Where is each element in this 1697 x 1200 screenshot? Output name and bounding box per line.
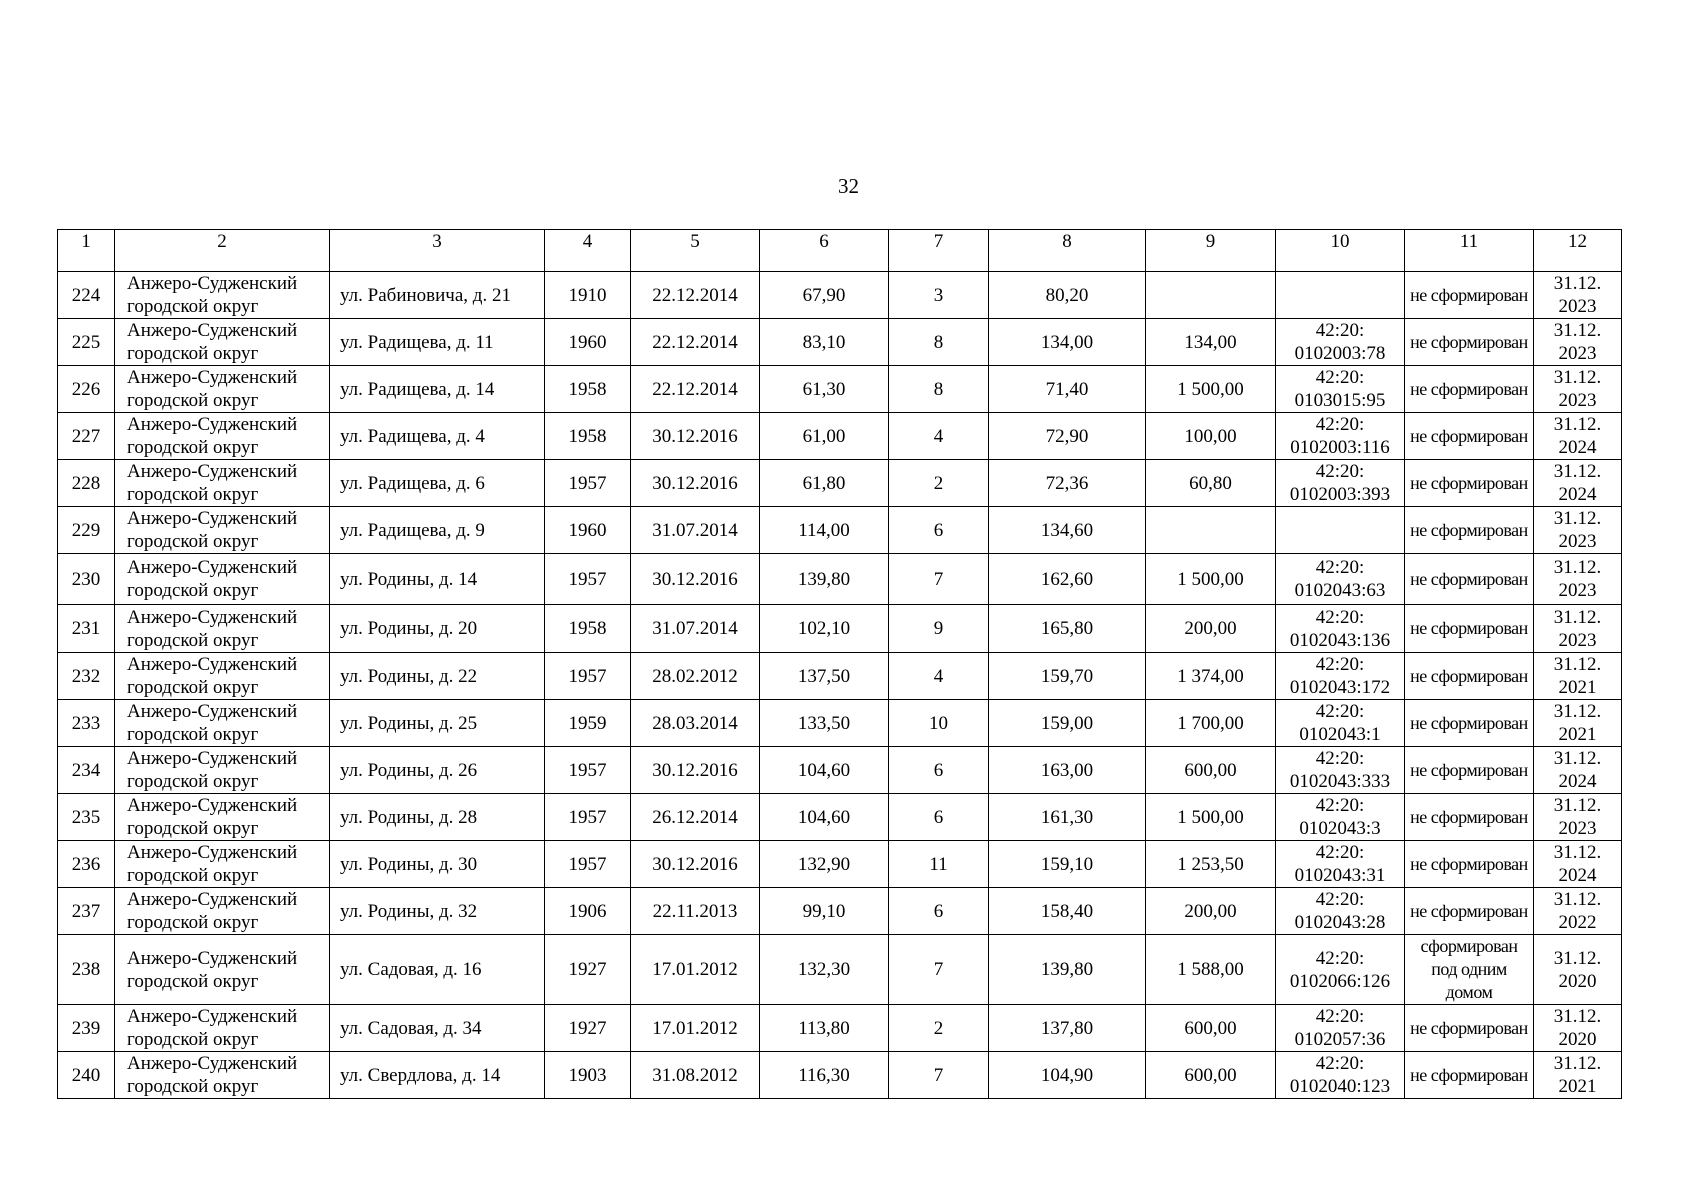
year-cell: 1927 bbox=[545, 935, 631, 1005]
total-area-cell: 165,80 bbox=[989, 605, 1146, 653]
municipality-cell: Анжеро-Судженский городской округ bbox=[115, 554, 330, 605]
cadastral-number-cell: 42:20: 0103015:95 bbox=[1276, 366, 1405, 413]
land-status-cell: не сформирован bbox=[1405, 507, 1534, 554]
cadastral-number-cell: 42:20: 0102040:123 bbox=[1276, 1052, 1405, 1099]
total-area-cell: 159,10 bbox=[989, 841, 1146, 888]
municipality-cell: Анжеро-Судженский городской округ bbox=[115, 700, 330, 747]
cadastral-number-cell bbox=[1276, 507, 1405, 554]
cadastral-number-cell bbox=[1276, 272, 1405, 319]
total-area-cell: 137,80 bbox=[989, 1005, 1146, 1052]
address-cell: ул. Радищева, д. 11 bbox=[330, 319, 545, 366]
land-area-cell bbox=[1146, 272, 1276, 319]
municipality-cell: Анжеро-Судженский городской округ bbox=[115, 747, 330, 794]
column-header-7: 7 bbox=[889, 230, 989, 272]
area-cell: 113,80 bbox=[760, 1005, 889, 1052]
registry-table bbox=[57, 229, 1622, 1099]
total-area-cell: 159,70 bbox=[989, 653, 1146, 700]
column-header-9: 9 bbox=[1146, 230, 1276, 272]
deadline-cell: 31.12. 2024 bbox=[1534, 841, 1622, 888]
land-area-cell: 60,80 bbox=[1146, 460, 1276, 507]
cadastral-number-cell: 42:20: 0102003:116 bbox=[1276, 413, 1405, 460]
land-area-cell: 1 588,00 bbox=[1146, 935, 1276, 1005]
date-cell: 30.12.2016 bbox=[631, 841, 760, 888]
area-cell: 132,30 bbox=[760, 935, 889, 1005]
row-number: 224 bbox=[58, 272, 115, 319]
date-cell: 22.11.2013 bbox=[631, 888, 760, 935]
land-area-cell: 600,00 bbox=[1146, 747, 1276, 794]
table-row bbox=[58, 700, 1622, 747]
row-number: 237 bbox=[58, 888, 115, 935]
cadastral-number-cell: 42:20: 0102043:28 bbox=[1276, 888, 1405, 935]
deadline-cell: 31.12. 2023 bbox=[1534, 272, 1622, 319]
year-cell: 1957 bbox=[545, 841, 631, 888]
cadastral-number-cell: 42:20: 0102043:31 bbox=[1276, 841, 1405, 888]
column-header-3: 3 bbox=[330, 230, 545, 272]
land-status-cell: не сформирован bbox=[1405, 366, 1534, 413]
municipality-cell: Анжеро-Судженский городской округ bbox=[115, 319, 330, 366]
area-cell: 137,50 bbox=[760, 653, 889, 700]
table-row bbox=[58, 554, 1622, 605]
cadastral-number-cell: 42:20: 0102003:78 bbox=[1276, 319, 1405, 366]
cadastral-number-cell: 42:20: 0102043:63 bbox=[1276, 554, 1405, 605]
table-row bbox=[58, 794, 1622, 841]
cadastral-number-cell: 42:20: 0102043:333 bbox=[1276, 747, 1405, 794]
date-cell: 30.12.2016 bbox=[631, 413, 760, 460]
residents-cell: 6 bbox=[889, 507, 989, 554]
residents-cell: 6 bbox=[889, 794, 989, 841]
total-area-cell: 72,90 bbox=[989, 413, 1146, 460]
date-cell: 30.12.2016 bbox=[631, 747, 760, 794]
area-cell: 104,60 bbox=[760, 794, 889, 841]
land-area-cell bbox=[1146, 507, 1276, 554]
table-header bbox=[58, 230, 1622, 272]
year-cell: 1957 bbox=[545, 554, 631, 605]
cadastral-number-cell: 42:20: 0102003:393 bbox=[1276, 460, 1405, 507]
municipality-cell: Анжеро-Судженский городской округ bbox=[115, 1052, 330, 1099]
date-cell: 22.12.2014 bbox=[631, 272, 760, 319]
deadline-cell: 31.12. 2020 bbox=[1534, 1005, 1622, 1052]
address-cell: ул. Радищева, д. 6 bbox=[330, 460, 545, 507]
row-number: 233 bbox=[58, 700, 115, 747]
land-area-cell: 600,00 bbox=[1146, 1052, 1276, 1099]
column-header-1: 1 bbox=[58, 230, 115, 272]
year-cell: 1958 bbox=[545, 605, 631, 653]
deadline-cell: 31.12. 2023 bbox=[1534, 507, 1622, 554]
total-area-cell: 134,00 bbox=[989, 319, 1146, 366]
table-body bbox=[58, 272, 1622, 1099]
address-cell: ул. Родины, д. 14 bbox=[330, 554, 545, 605]
land-status-cell: не сформирован bbox=[1405, 841, 1534, 888]
residents-cell: 6 bbox=[889, 888, 989, 935]
address-cell: ул. Родины, д. 20 bbox=[330, 605, 545, 653]
row-number: 232 bbox=[58, 653, 115, 700]
column-header-8: 8 bbox=[989, 230, 1146, 272]
land-status-cell: не сформирован bbox=[1405, 413, 1534, 460]
area-cell: 114,00 bbox=[760, 507, 889, 554]
land-area-cell: 134,00 bbox=[1146, 319, 1276, 366]
deadline-cell: 31.12. 2021 bbox=[1534, 653, 1622, 700]
municipality-cell: Анжеро-Судженский городской округ bbox=[115, 460, 330, 507]
table-row bbox=[58, 272, 1622, 319]
municipality-cell: Анжеро-Судженский городской округ bbox=[115, 1005, 330, 1052]
area-cell: 133,50 bbox=[760, 700, 889, 747]
land-status-cell: не сформирован bbox=[1405, 460, 1534, 507]
residents-cell: 4 bbox=[889, 413, 989, 460]
row-number: 239 bbox=[58, 1005, 115, 1052]
area-cell: 139,80 bbox=[760, 554, 889, 605]
residents-cell: 10 bbox=[889, 700, 989, 747]
row-number: 228 bbox=[58, 460, 115, 507]
residents-cell: 8 bbox=[889, 366, 989, 413]
cadastral-number-cell: 42:20: 0102043:136 bbox=[1276, 605, 1405, 653]
address-cell: ул. Родины, д. 26 bbox=[330, 747, 545, 794]
deadline-cell: 31.12. 2023 bbox=[1534, 605, 1622, 653]
date-cell: 17.01.2012 bbox=[631, 1005, 760, 1052]
year-cell: 1959 bbox=[545, 700, 631, 747]
residents-cell: 4 bbox=[889, 653, 989, 700]
row-number: 231 bbox=[58, 605, 115, 653]
table-row bbox=[58, 319, 1622, 366]
column-header-10: 10 bbox=[1276, 230, 1405, 272]
land-status-cell: сформирован под одним домом bbox=[1405, 935, 1534, 1005]
total-area-cell: 134,60 bbox=[989, 507, 1146, 554]
date-cell: 31.07.2014 bbox=[631, 507, 760, 554]
total-area-cell: 139,80 bbox=[989, 935, 1146, 1005]
page-number: 32 bbox=[838, 174, 859, 198]
land-area-cell: 1 500,00 bbox=[1146, 554, 1276, 605]
year-cell: 1910 bbox=[545, 272, 631, 319]
land-area-cell: 600,00 bbox=[1146, 1005, 1276, 1052]
row-number: 225 bbox=[58, 319, 115, 366]
land-status-cell: не сформирован bbox=[1405, 319, 1534, 366]
land-status-cell: не сформирован bbox=[1405, 747, 1534, 794]
table-row bbox=[58, 605, 1622, 653]
land-area-cell: 1 500,00 bbox=[1146, 366, 1276, 413]
residents-cell: 2 bbox=[889, 1005, 989, 1052]
address-cell: ул. Свердлова, д. 14 bbox=[330, 1052, 545, 1099]
year-cell: 1957 bbox=[545, 460, 631, 507]
total-area-cell: 158,40 bbox=[989, 888, 1146, 935]
address-cell: ул. Радищева, д. 9 bbox=[330, 507, 545, 554]
date-cell: 26.12.2014 bbox=[631, 794, 760, 841]
land-status-cell: не сформирован bbox=[1405, 1005, 1534, 1052]
date-cell: 22.12.2014 bbox=[631, 366, 760, 413]
date-cell: 28.02.2012 bbox=[631, 653, 760, 700]
address-cell: ул. Радищева, д. 4 bbox=[330, 413, 545, 460]
residents-cell: 9 bbox=[889, 605, 989, 653]
table-row bbox=[58, 460, 1622, 507]
year-cell: 1957 bbox=[545, 747, 631, 794]
deadline-cell: 31.12. 2024 bbox=[1534, 460, 1622, 507]
land-area-cell: 1 500,00 bbox=[1146, 794, 1276, 841]
area-cell: 104,60 bbox=[760, 747, 889, 794]
address-cell: ул. Родины, д. 25 bbox=[330, 700, 545, 747]
year-cell: 1960 bbox=[545, 319, 631, 366]
land-status-cell: не сформирован bbox=[1405, 605, 1534, 653]
column-header-11: 11 bbox=[1405, 230, 1534, 272]
land-area-cell: 1 374,00 bbox=[1146, 653, 1276, 700]
date-cell: 30.12.2016 bbox=[631, 460, 760, 507]
total-area-cell: 161,30 bbox=[989, 794, 1146, 841]
address-cell: ул. Рабиновича, д. 21 bbox=[330, 272, 545, 319]
row-number: 236 bbox=[58, 841, 115, 888]
address-cell: ул. Садовая, д. 34 bbox=[330, 1005, 545, 1052]
deadline-cell: 31.12. 2021 bbox=[1534, 700, 1622, 747]
land-area-cell: 200,00 bbox=[1146, 605, 1276, 653]
land-area-cell: 100,00 bbox=[1146, 413, 1276, 460]
year-cell: 1957 bbox=[545, 653, 631, 700]
municipality-cell: Анжеро-Судженский городской округ bbox=[115, 794, 330, 841]
deadline-cell: 31.12. 2022 bbox=[1534, 888, 1622, 935]
date-cell: 22.12.2014 bbox=[631, 319, 760, 366]
row-number: 238 bbox=[58, 935, 115, 1005]
address-cell: ул. Родины, д. 28 bbox=[330, 794, 545, 841]
year-cell: 1906 bbox=[545, 888, 631, 935]
cadastral-number-cell: 42:20: 0102043:172 bbox=[1276, 653, 1405, 700]
row-number: 226 bbox=[58, 366, 115, 413]
address-cell: ул. Родины, д. 32 bbox=[330, 888, 545, 935]
address-cell: ул. Родины, д. 30 bbox=[330, 841, 545, 888]
municipality-cell: Анжеро-Судженский городской округ bbox=[115, 272, 330, 319]
address-cell: ул. Родины, д. 22 bbox=[330, 653, 545, 700]
column-header-5: 5 bbox=[631, 230, 760, 272]
residents-cell: 7 bbox=[889, 1052, 989, 1099]
year-cell: 1958 bbox=[545, 413, 631, 460]
residents-cell: 7 bbox=[889, 935, 989, 1005]
cadastral-number-cell: 42:20: 0102066:126 bbox=[1276, 935, 1405, 1005]
row-number: 230 bbox=[58, 554, 115, 605]
cadastral-number-cell: 42:20: 0102043:1 bbox=[1276, 700, 1405, 747]
address-cell: ул. Радищева, д. 14 bbox=[330, 366, 545, 413]
municipality-cell: Анжеро-Судженский городской округ bbox=[115, 841, 330, 888]
total-area-cell: 72,36 bbox=[989, 460, 1146, 507]
year-cell: 1957 bbox=[545, 794, 631, 841]
land-status-cell: не сформирован bbox=[1405, 794, 1534, 841]
cadastral-number-cell: 42:20: 0102057:36 bbox=[1276, 1005, 1405, 1052]
land-area-cell: 200,00 bbox=[1146, 888, 1276, 935]
municipality-cell: Анжеро-Судженский городской округ bbox=[115, 413, 330, 460]
deadline-cell: 31.12. 2021 bbox=[1534, 1052, 1622, 1099]
deadline-cell: 31.12. 2023 bbox=[1534, 319, 1622, 366]
total-area-cell: 162,60 bbox=[989, 554, 1146, 605]
header-row bbox=[58, 230, 1622, 272]
residents-cell: 8 bbox=[889, 319, 989, 366]
row-number: 227 bbox=[58, 413, 115, 460]
table-row bbox=[58, 653, 1622, 700]
area-cell: 83,10 bbox=[760, 319, 889, 366]
municipality-cell: Анжеро-Судженский городской округ bbox=[115, 653, 330, 700]
area-cell: 67,90 bbox=[760, 272, 889, 319]
year-cell: 1960 bbox=[545, 507, 631, 554]
municipality-cell: Анжеро-Судженский городской округ bbox=[115, 366, 330, 413]
column-header-6: 6 bbox=[760, 230, 889, 272]
land-status-cell: не сформирован bbox=[1405, 1052, 1534, 1099]
area-cell: 61,00 bbox=[760, 413, 889, 460]
residents-cell: 6 bbox=[889, 747, 989, 794]
year-cell: 1927 bbox=[545, 1005, 631, 1052]
area-cell: 61,30 bbox=[760, 366, 889, 413]
row-number: 235 bbox=[58, 794, 115, 841]
date-cell: 17.01.2012 bbox=[631, 935, 760, 1005]
deadline-cell: 31.12. 2024 bbox=[1534, 747, 1622, 794]
table-row bbox=[58, 507, 1622, 554]
residents-cell: 2 bbox=[889, 460, 989, 507]
land-status-cell: не сформирован bbox=[1405, 554, 1534, 605]
area-cell: 132,90 bbox=[760, 841, 889, 888]
municipality-cell: Анжеро-Судженский городской округ bbox=[115, 888, 330, 935]
area-cell: 102,10 bbox=[760, 605, 889, 653]
year-cell: 1903 bbox=[545, 1052, 631, 1099]
table-row bbox=[58, 1052, 1622, 1099]
total-area-cell: 163,00 bbox=[989, 747, 1146, 794]
area-cell: 99,10 bbox=[760, 888, 889, 935]
municipality-cell: Анжеро-Судженский городской округ bbox=[115, 605, 330, 653]
address-cell: ул. Садовая, д. 16 bbox=[330, 935, 545, 1005]
deadline-cell: 31.12. 2024 bbox=[1534, 413, 1622, 460]
residents-cell: 3 bbox=[889, 272, 989, 319]
total-area-cell: 71,40 bbox=[989, 366, 1146, 413]
residents-cell: 7 bbox=[889, 554, 989, 605]
cadastral-number-cell: 42:20: 0102043:3 bbox=[1276, 794, 1405, 841]
area-cell: 61,80 bbox=[760, 460, 889, 507]
date-cell: 28.03.2014 bbox=[631, 700, 760, 747]
table-row bbox=[58, 888, 1622, 935]
table-row bbox=[58, 747, 1622, 794]
deadline-cell: 31.12. 2023 bbox=[1534, 366, 1622, 413]
date-cell: 31.07.2014 bbox=[631, 605, 760, 653]
deadline-cell: 31.12. 2023 bbox=[1534, 554, 1622, 605]
municipality-cell: Анжеро-Судженский городской округ bbox=[115, 507, 330, 554]
column-header-2: 2 bbox=[115, 230, 330, 272]
row-number: 234 bbox=[58, 747, 115, 794]
deadline-cell: 31.12. 2020 bbox=[1534, 935, 1622, 1005]
land-status-cell: не сформирован bbox=[1405, 653, 1534, 700]
date-cell: 31.08.2012 bbox=[631, 1052, 760, 1099]
date-cell: 30.12.2016 bbox=[631, 554, 760, 605]
area-cell: 116,30 bbox=[760, 1052, 889, 1099]
land-status-cell: не сформирован bbox=[1405, 272, 1534, 319]
land-status-cell: не сформирован bbox=[1405, 700, 1534, 747]
row-number: 240 bbox=[58, 1052, 115, 1099]
column-header-4: 4 bbox=[545, 230, 631, 272]
row-number: 229 bbox=[58, 507, 115, 554]
table-row bbox=[58, 935, 1622, 1005]
deadline-cell: 31.12. 2023 bbox=[1534, 794, 1622, 841]
municipality-cell: Анжеро-Судженский городской округ bbox=[115, 935, 330, 1005]
table-row bbox=[58, 1005, 1622, 1052]
table-row bbox=[58, 413, 1622, 460]
land-area-cell: 1 700,00 bbox=[1146, 700, 1276, 747]
column-header-12: 12 bbox=[1534, 230, 1622, 272]
total-area-cell: 159,00 bbox=[989, 700, 1146, 747]
land-area-cell: 1 253,50 bbox=[1146, 841, 1276, 888]
year-cell: 1958 bbox=[545, 366, 631, 413]
land-status-cell: не сформирован bbox=[1405, 888, 1534, 935]
table-row bbox=[58, 841, 1622, 888]
residents-cell: 11 bbox=[889, 841, 989, 888]
table-row bbox=[58, 366, 1622, 413]
total-area-cell: 80,20 bbox=[989, 272, 1146, 319]
total-area-cell: 104,90 bbox=[989, 1052, 1146, 1099]
